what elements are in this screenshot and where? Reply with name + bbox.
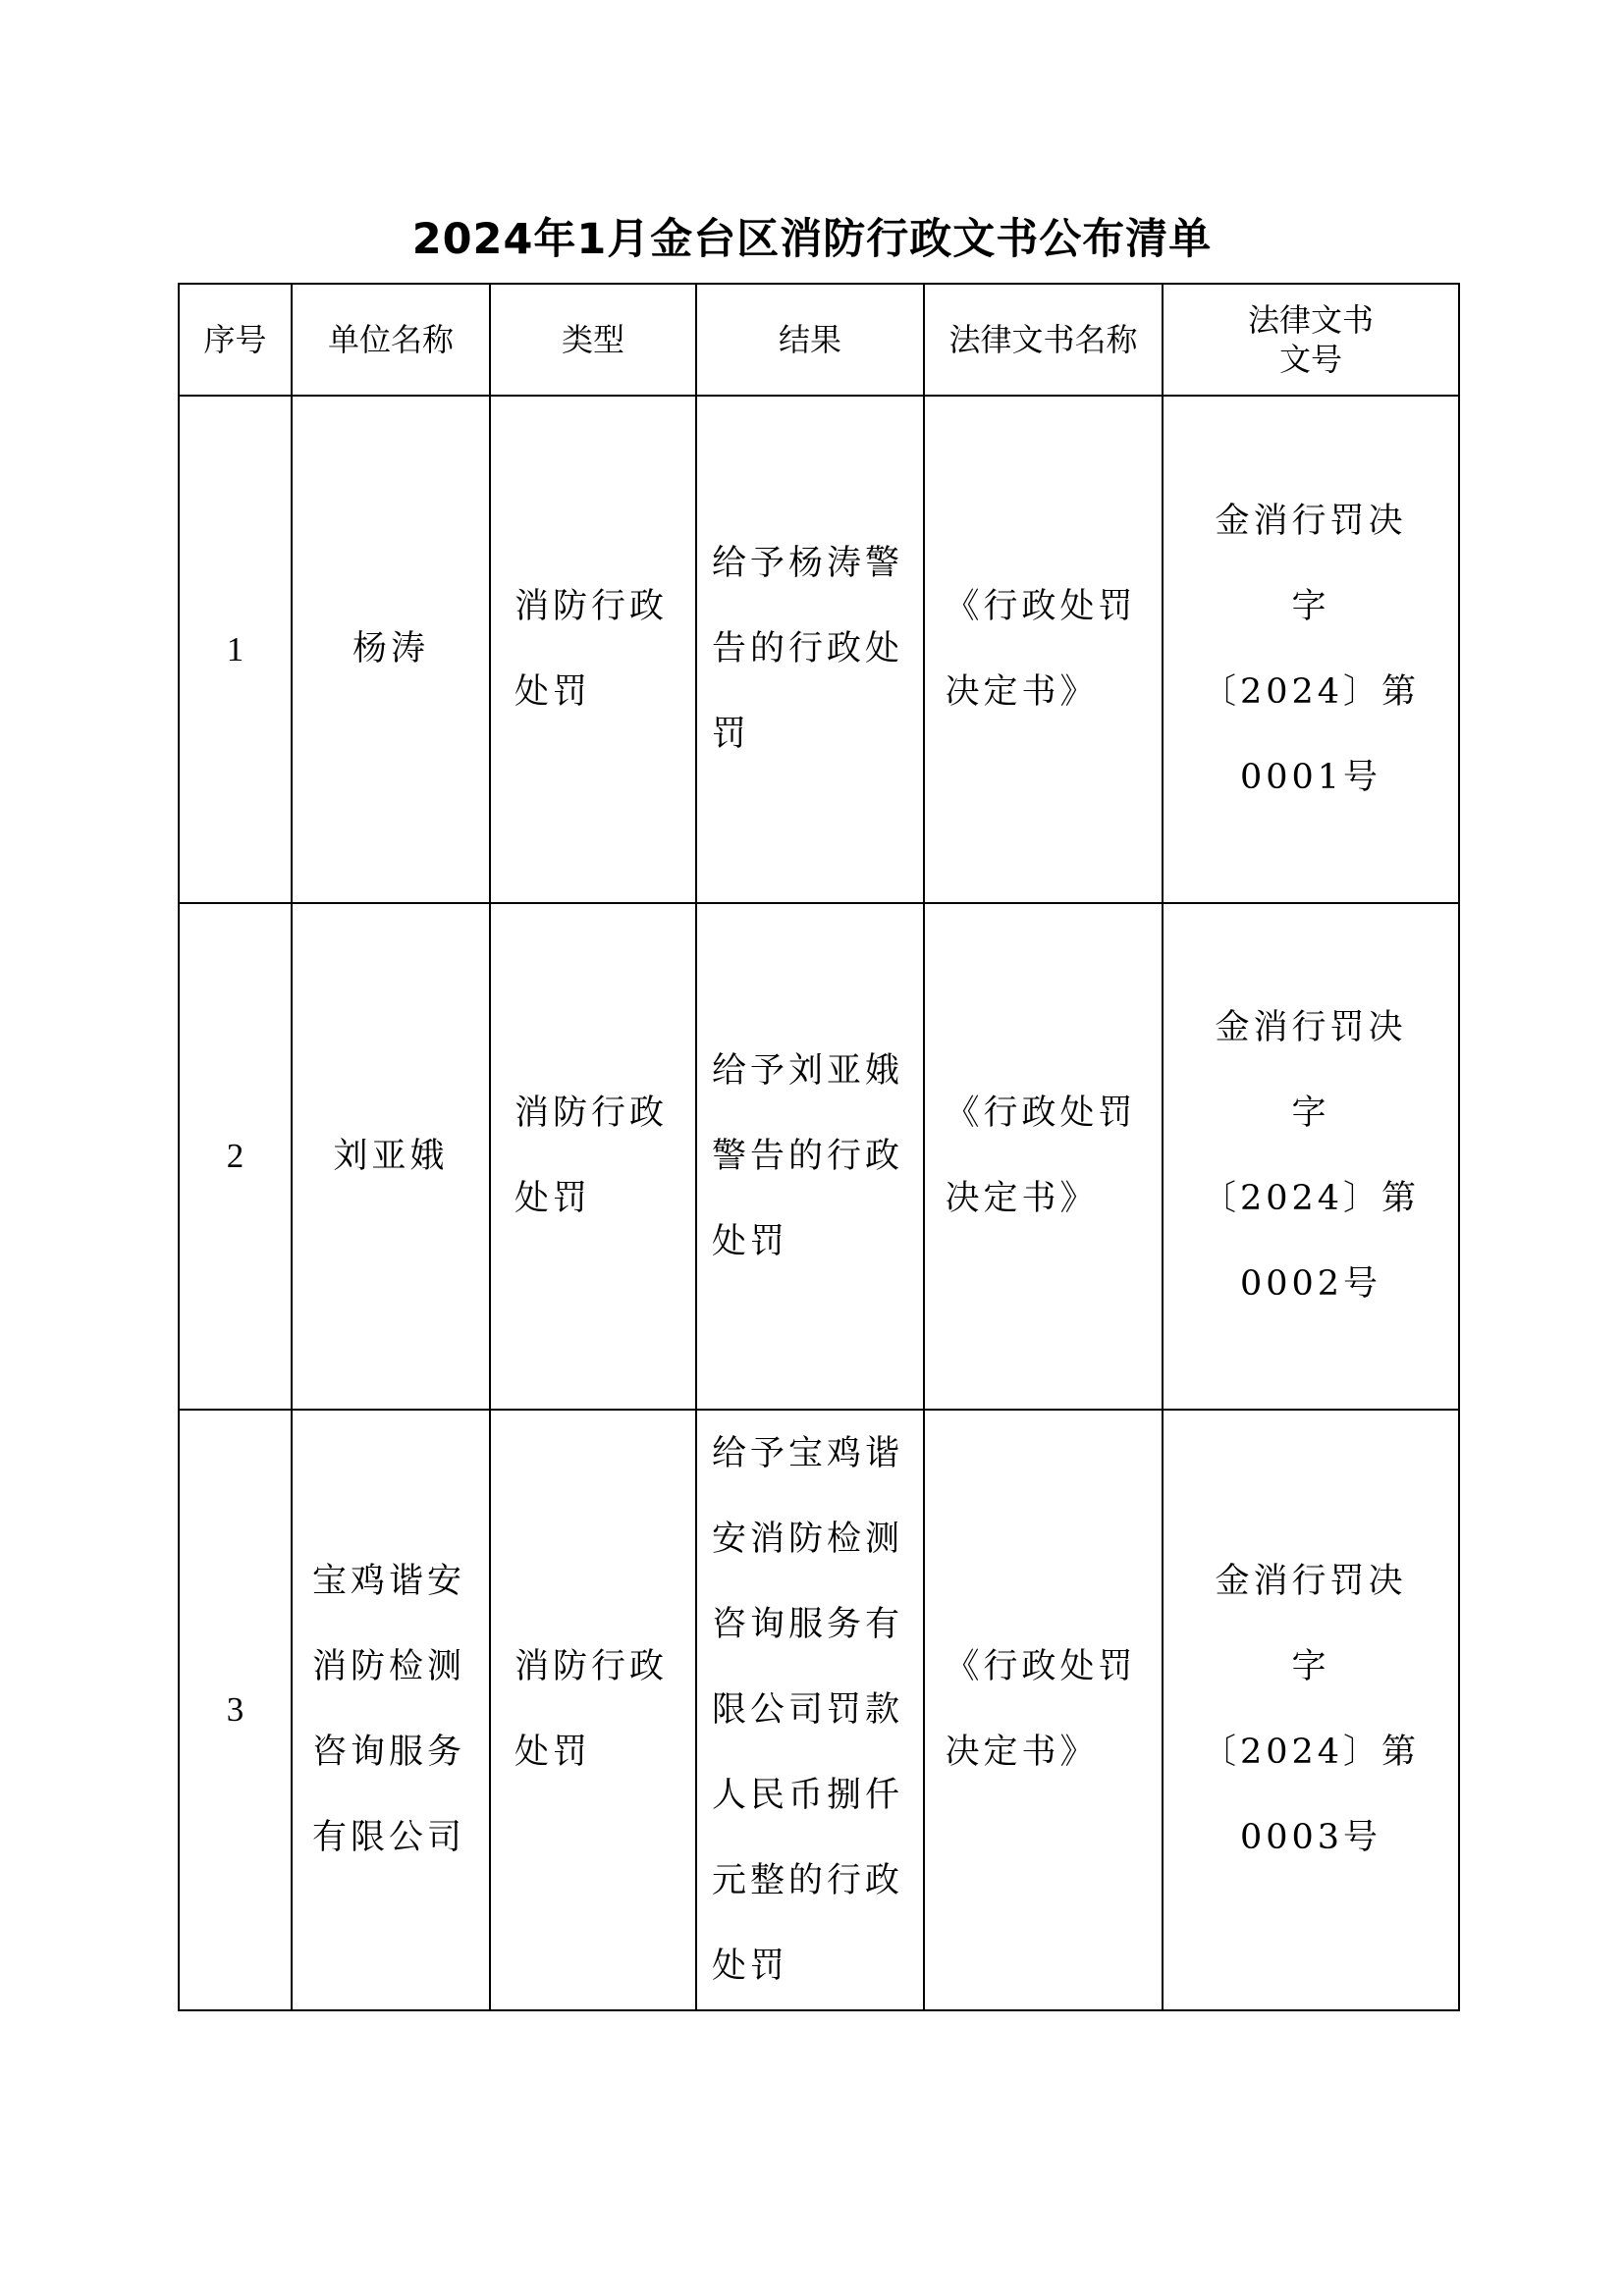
seq-value: 1 [226, 629, 244, 668]
seq-value: 2 [226, 1137, 244, 1175]
doc-number-line2: 〔2024〕第 [1201, 1733, 1421, 1772]
cell-doc-number [1163, 1410, 1459, 2010]
type-value: 消防行政处罚 [514, 586, 669, 712]
cell-seq [179, 1410, 292, 2010]
cell-result [696, 1410, 924, 2010]
cell-doc-number [1163, 903, 1459, 1410]
doc-name-value: 《行政处罚决定书》 [945, 1094, 1137, 1218]
table-row [179, 903, 1459, 1410]
page-title: 2024年1月金台区消防行政文书公布清单 [411, 215, 1213, 264]
doc-name-value: 《行政处罚决定书》 [945, 586, 1137, 712]
result-value: 给予宝鸡谐安消防检测咨询服务有限公司罚款人民币捌仟元整的行政处罚 [712, 1433, 904, 1986]
cell-doc-name [924, 396, 1163, 903]
unit-name-value: 刘亚娥 [333, 1136, 449, 1176]
cell-seq [179, 396, 292, 903]
type-value: 消防行政处罚 [514, 1647, 669, 1772]
cell-result [696, 396, 924, 903]
doc-number-line2: 〔2024〕第 [1201, 1179, 1421, 1218]
table-header-row [179, 284, 1459, 396]
doc-name-value: 《行政处罚决定书》 [945, 1647, 1137, 1772]
cell-unit-name [292, 903, 490, 1410]
type-value: 消防行政处罚 [514, 1094, 669, 1218]
result-value: 给予杨涛警告的行政处罚 [712, 544, 904, 754]
doc-number-line1: 金消行罚决字 [1215, 501, 1407, 626]
header-unit-name: 单位名称 [292, 284, 490, 396]
header-result: 结果 [696, 284, 924, 396]
doc-number-line3: 0002号 [1239, 1264, 1382, 1304]
cell-seq [179, 903, 292, 1410]
cell-unit-name [292, 1410, 490, 2010]
doc-number-line2: 〔2024〕第 [1201, 671, 1421, 712]
doc-number-line3: 0003号 [1239, 1818, 1382, 1857]
cell-doc-name [924, 1410, 1163, 2010]
header-doc-number-line1: 法律文书 [1247, 301, 1374, 339]
cell-type [490, 1410, 696, 2010]
doc-number-line1: 金消行罚决字 [1215, 1562, 1407, 1686]
cell-doc-number [1163, 396, 1459, 903]
doc-number-line3: 0001号 [1239, 757, 1382, 797]
document-table [178, 283, 1460, 2011]
header-doc-number [1163, 284, 1459, 396]
cell-result [696, 903, 924, 1410]
unit-name-value: 杨涛 [352, 629, 429, 668]
result-value: 给予刘亚娥警告的行政处罚 [712, 1050, 904, 1261]
header-doc-name: 法律文书名称 [924, 284, 1163, 396]
header-type: 类型 [490, 284, 696, 396]
cell-doc-name [924, 903, 1163, 1410]
seq-value: 3 [226, 1690, 244, 1729]
cell-type [490, 396, 696, 903]
cell-unit-name [292, 396, 490, 903]
header-doc-number-line2: 文号 [1278, 341, 1342, 378]
table-row [179, 396, 1459, 903]
header-seq: 序号 [179, 284, 292, 396]
doc-number-line1: 金消行罚决字 [1215, 1008, 1407, 1133]
table-row [179, 1410, 1459, 2010]
unit-name-value: 宝鸡谐安消防检测咨询服务有限公司 [312, 1562, 466, 1857]
cell-type [490, 903, 696, 1410]
